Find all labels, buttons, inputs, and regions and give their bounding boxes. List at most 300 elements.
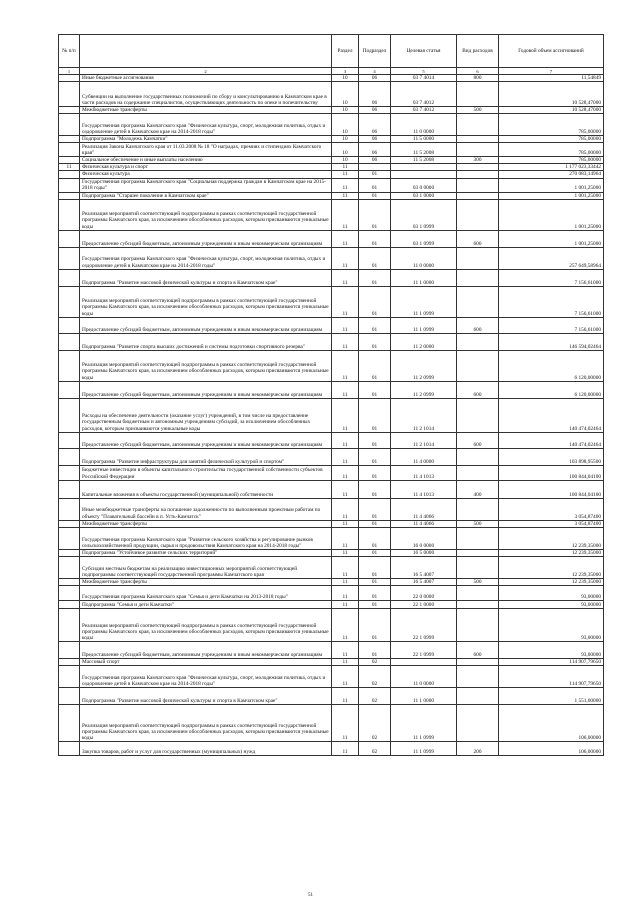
row-section-cell: 11 [332,247,359,269]
row-number-cell [59,350,80,381]
row-name-cell: Закупка товаров, работ и услуг для государственных (муниципальных) нужд [80,742,332,756]
row-target-cell: 11 1 0000 [391,688,457,705]
header-name [80,35,332,68]
row-amount-cell: 106,00000 [499,705,604,742]
row-section-cell: 11 [332,192,359,199]
row-section-cell: 11 [332,448,359,465]
row-exptype-cell [457,398,499,432]
row-amount-cell: 7 156,61000 [499,269,604,286]
row-section-cell: 11 [332,269,359,286]
row-exptype-cell [457,465,499,480]
row-subsection-cell: 01 [359,269,391,286]
row-section-cell: 11 [332,549,359,556]
row-name-cell: Бюджетные инвестиции в объекты капитального строительства государственной собственности субъектов Российской Федерации [80,465,332,480]
row-section-cell: 11 [332,600,359,608]
row-target-cell: 11 5 2008 [391,143,457,157]
row-number-cell [59,527,80,549]
row-exptype-cell [457,585,499,600]
row-subsection-cell: 06 [359,75,391,82]
table-row [59,578,604,585]
row-name-cell: Реализация мероприятий соответствующей подпрограммы в рамках соответствующей государственной программы Камчатского края, за исключением обособленных расходов, которым присваиваются уникальные коды [80,199,332,230]
row-target-cell: 03 1 0999 [391,199,457,230]
row-amount-cell: 3 054,87400 [499,498,604,520]
row-subsection-cell: 01 [359,398,391,432]
row-exptype-cell: 600 [457,230,499,247]
row-name-cell: Социальное обеспечение и иные выплаты населению [80,157,332,164]
row-exptype-cell [457,82,499,107]
table-row [59,143,604,157]
row-target-cell: 16 5 4007 [391,578,457,585]
row-name-cell: Физическая культура и спорт [80,164,332,171]
row-number-cell [59,82,80,107]
row-section-cell: 10 [332,114,359,136]
column-number-row [59,68,604,75]
row-amount-cell: 93,00000 [499,600,604,608]
table-row [59,520,604,527]
row-amount-cell: 140 474,02464 [499,432,604,448]
row-name-cell: Межбюджетные трансферты [80,107,332,114]
row-number-cell [59,157,80,164]
table-row [59,157,604,164]
row-target-cell: 11 4 0000 [391,448,457,465]
row-section-cell: 11 [332,658,359,665]
row-target-cell: 03 1 0000 [391,192,457,199]
row-name-cell: Государственная программа Камчатского края "Развитие сельского хозяйства и регулирование рынков сельскохозяйственной продукции, сырья и продовольствия Камчатского края на 2014-2018 годы" [80,527,332,549]
row-number-cell [59,114,80,136]
table-row [59,269,604,286]
table-row [59,705,604,742]
row-exptype-cell: 500 [457,578,499,585]
row-amount-cell: 1 001,25000 [499,199,604,230]
row-subsection-cell: 01 [359,199,391,230]
row-name-cell: Подпрограмма "Семья и дети Камчатки" [80,600,332,608]
row-name-cell: Реализация мероприятий соответствующей подпрограммы в рамках соответствующей государственной программы Камчатского края, за исключением обособленных расходов, которым присваиваются уникальные коды [80,705,332,742]
row-amount-cell: 785,00000 [499,157,604,164]
row-exptype-cell [457,333,499,350]
row-exptype-cell [457,350,499,381]
row-exptype-cell [457,199,499,230]
row-subsection-cell: 06 [359,136,391,143]
row-amount-cell: 7 156,61000 [499,286,604,317]
row-target-cell: 11 1 0999 [391,742,457,756]
row-name-cell: Реализация мероприятий соответствующей подпрограммы в рамках соответствующей государственной программы Камчатского края, за исключением обособленных расходов, которым присваиваются уникальные коды [80,608,332,641]
row-exptype-cell: 600 [457,432,499,448]
row-name-cell: Расходы на обеспечение деятельности (оказание услуг) учреждений, в том числе на предоставление государственным бюджетным и автономным учреждениям субсидий, за исключением обособленных расходов, которым присваиваются уникальные коды [80,398,332,432]
row-subsection-cell: 01 [359,448,391,465]
row-target-cell: 22 1 0999 [391,608,457,641]
colnum-cell: 3 [332,68,359,75]
row-exptype-cell [457,143,499,157]
row-subsection-cell: 02 [359,658,391,665]
row-section-cell: 11 [332,688,359,705]
row-exptype-cell [457,600,499,608]
colnum-cell: 4 [359,68,391,75]
row-exptype-cell: 200 [457,742,499,756]
row-name-cell: Реализация мероприятий соответствующей подпрограммы в рамках соответствующей государственной программы Камчатского края, за исключением обособленных расходов, которым присваиваются уникальные коды [80,286,332,317]
row-target-cell: 03 7 4014 [391,75,457,82]
row-number-cell [59,498,80,520]
budget-allocation-table [58,34,604,756]
table-row [59,549,604,556]
row-amount-cell: 1 001,25000 [499,192,604,199]
row-target-cell: 11 2 0000 [391,333,457,350]
row-subsection-cell: 02 [359,666,391,688]
row-amount-cell: 6 120,00000 [499,350,604,381]
row-amount-cell: 93,00000 [499,641,604,658]
row-target-cell: 03 1 0999 [391,230,457,247]
table-row [59,398,604,432]
row-subsection-cell: 01 [359,556,391,578]
row-amount-cell: 100 844,04100 [499,465,604,480]
row-exptype-cell: 300 [457,157,499,164]
row-section-cell: 11 [332,608,359,641]
row-number-cell [59,247,80,269]
row-section-cell: 11 [332,398,359,432]
row-amount-cell: 10 528,47000 [499,82,604,107]
table-row [59,600,604,608]
row-subsection-cell: 06 [359,107,391,114]
row-target-cell: 11 4 1013 [391,465,457,480]
row-amount-cell: 785,00000 [499,143,604,157]
row-number-cell [59,333,80,350]
row-section-cell: 10 [332,143,359,157]
header-num: № п/п [59,35,80,68]
row-exptype-cell: 600 [457,317,499,333]
row-exptype-cell [457,192,499,199]
row-name-cell: Субсидии местным бюджетам на реализацию инвестиционных мероприятий соответствующей подпрограммы соответствующей государственной программы Камчатского края [80,556,332,578]
table-row [59,317,604,333]
row-section-cell: 11 [332,199,359,230]
row-target-cell: 16 5 4007 [391,556,457,578]
row-target-cell: 11 5 0000 [391,136,457,143]
row-name-cell: Иные межбюджетные трансферты на погашение задолженности по выполненным проектным работам по объекту "Плавательный бассейн в п. Усть-Камчатск" [80,498,332,520]
row-subsection-cell: 01 [359,520,391,527]
row-number-cell [59,549,80,556]
row-target-cell: 16 5 0000 [391,549,457,556]
row-subsection-cell: 01 [359,230,391,247]
row-number-cell [59,585,80,600]
row-target-cell: 11 5 2008 [391,157,457,164]
row-target-cell: 22 1 0000 [391,600,457,608]
row-name-cell: Подпрограмма "Старшее поколение в Камчатском крае" [80,192,332,199]
row-target-cell: 11 4 4066 [391,520,457,527]
row-subsection-cell: 01 [359,192,391,199]
colnum-cell: 5 [391,68,457,75]
row-number-cell [59,448,80,465]
row-section-cell: 11 [332,178,359,192]
row-section-cell: 11 [332,350,359,381]
colnum-cell: 2 [80,68,332,75]
row-number-cell [59,465,80,480]
row-exptype-cell [457,688,499,705]
table-row [59,247,604,269]
row-subsection-cell: 06 [359,143,391,157]
row-name-cell: Государственная программа Камчатского края "Физическая культура, спорт, молодежная политика, отдых и оздоровление детей в Камчатском крае на 2014-2018 годы" [80,114,332,136]
row-section-cell: 11 [332,498,359,520]
row-amount-cell: 1 001,25000 [499,178,604,192]
row-subsection-cell: 01 [359,527,391,549]
table-row [59,688,604,705]
table-row [59,114,604,136]
row-number-cell [59,178,80,192]
row-subsection-cell: 01 [359,317,391,333]
row-target-cell: 11 2 0999 [391,381,457,398]
row-section-cell: 11 [332,230,359,247]
row-target-cell: 03 7 4012 [391,82,457,107]
row-target-cell [391,658,457,665]
row-subsection-cell: 01 [359,498,391,520]
row-section-cell: 11 [332,164,359,171]
row-subsection-cell: 01 [359,286,391,317]
row-number-cell [59,192,80,199]
row-exptype-cell [457,286,499,317]
table-row [59,658,604,665]
row-section-cell: 11 [332,317,359,333]
row-subsection-cell: 01 [359,641,391,658]
table-row [59,608,604,641]
header-amount: Годовой объем ассигнований [499,35,604,68]
row-section-cell: 11 [332,381,359,398]
row-amount-cell: 146 594,02464 [499,333,604,350]
row-number-cell [59,520,80,527]
row-target-cell [391,171,457,178]
row-target-cell: 11 0 0000 [391,114,457,136]
row-exptype-cell [457,136,499,143]
budget-table-sheet [58,34,603,756]
row-target-cell: 11 1 0000 [391,269,457,286]
row-subsection-cell: 01 [359,600,391,608]
colnum-cell: 1 [59,68,80,75]
row-number-cell [59,578,80,585]
colnum-cell: 6 [457,68,499,75]
row-name-cell: Предоставление субсидий бюджетным, автономным учреждениям и иным некоммерческим организациям [80,230,332,247]
table-row [59,82,604,107]
row-amount-cell: 93,00000 [499,608,604,641]
row-name-cell: Подпрограмма "Развитие инфраструктуры для занятий физической культурой и спортом" [80,448,332,465]
table-row [59,75,604,82]
row-amount-cell: 1 001,25000 [499,230,604,247]
row-amount-cell: 114 907,79650 [499,666,604,688]
row-section-cell: 10 [332,136,359,143]
row-subsection-cell: 01 [359,178,391,192]
row-number-cell [59,136,80,143]
page-number: 51 [308,893,313,898]
row-number-cell [59,171,80,178]
row-number-cell [59,480,80,498]
row-name-cell: Реализация мероприятий соответствующей подпрограммы в рамках соответствующей государственной программы Камчатского края, за исключением обособленных расходов, которым присваиваются уникальные коды [80,350,332,381]
row-exptype-cell [457,247,499,269]
table-row [59,448,604,465]
row-amount-cell: 12 239,35000 [499,527,604,549]
table-row [59,432,604,448]
row-subsection-cell: 02 [359,742,391,756]
row-subsection-cell: 01 [359,350,391,381]
row-target-cell: 03 7 4012 [391,107,457,114]
row-name-cell: Массовый спорт [80,658,332,665]
row-exptype-cell [457,178,499,192]
row-exptype-cell [457,666,499,688]
row-name-cell: Подпрограмма "Устойчивое развитие сельских территорий" [80,549,332,556]
row-name-cell: Реализация Закона Камчатского края от 11.03.2008 № 18 "О наградах, премиях и стипендиях Камчатского края" [80,143,332,157]
table-row [59,465,604,480]
row-amount-cell: 10 528,47000 [499,107,604,114]
table-row [59,498,604,520]
row-number-cell [59,742,80,756]
row-section-cell: 11 [332,641,359,658]
row-number-cell [59,666,80,688]
row-amount-cell: 6 120,00000 [499,381,604,398]
row-section-cell: 11 [332,742,359,756]
row-subsection-cell: 01 [359,465,391,480]
row-number-cell [59,199,80,230]
row-subsection-cell [359,164,391,171]
row-number-cell [59,381,80,398]
row-exptype-cell: 400 [457,480,499,498]
row-section-cell: 11 [332,480,359,498]
row-amount-cell: 93,00000 [499,585,604,600]
table-row [59,171,604,178]
row-number-cell [59,230,80,247]
row-exptype-cell [457,705,499,742]
row-number-cell [59,608,80,641]
row-name-cell: Межбюджетные трансферты [80,578,332,585]
row-name-cell: Капитальные вложения в объекты государственной (муниципальной) собственности [80,480,332,498]
row-name-cell: Подпрограмма "Развитие массовой физической культуры и спорта в Камчатском крае" [80,269,332,286]
row-name-cell: Предоставление субсидий бюджетным, автономным учреждениям и иным некоммерческим организациям [80,381,332,398]
row-name-cell: Предоставление субсидий бюджетным, автономным учреждениям и иным некоммерческим организациям [80,432,332,448]
row-subsection-cell: 06 [359,82,391,107]
colnum-cell: 7 [499,68,604,75]
row-subsection-cell: 01 [359,333,391,350]
row-target-cell: 11 1 0999 [391,705,457,742]
row-exptype-cell [457,448,499,465]
table-row [59,742,604,756]
row-exptype-cell [457,658,499,665]
row-section-cell: 11 [332,585,359,600]
row-target-cell [391,164,457,171]
table-row [59,585,604,600]
table-row [59,480,604,498]
row-number-cell [59,600,80,608]
row-amount-cell: 270 083,14964 [499,171,604,178]
row-name-cell: Иные бюджетные ассигнования [80,75,332,82]
row-section-cell: 11 [332,465,359,480]
table-row [59,350,604,381]
row-number-cell [59,107,80,114]
row-exptype-cell: 600 [457,641,499,658]
row-amount-cell: 785,00000 [499,136,604,143]
row-target-cell: 11 4 1013 [391,480,457,498]
row-number-cell [59,75,80,82]
table-row [59,527,604,549]
row-section-cell: 11 [332,286,359,317]
row-subsection-cell: 06 [359,114,391,136]
table-body [59,75,604,756]
row-amount-cell: 12 239,35000 [499,549,604,556]
header-exptype: Вид расходов [457,35,499,68]
row-number-cell [59,432,80,448]
table-row [59,164,604,171]
row-section-cell: 11 [332,333,359,350]
row-section-cell: 11 [332,666,359,688]
row-section-cell: 10 [332,157,359,164]
row-target-cell: 11 1 0999 [391,286,457,317]
row-amount-cell: 12 239,35000 [499,578,604,585]
row-subsection-cell: 02 [359,688,391,705]
row-exptype-cell [457,171,499,178]
header-subsection: Подраздел [359,35,391,68]
row-section-cell: 11 [332,705,359,742]
row-number-cell: 11 [59,164,80,171]
row-amount-cell: 114 907,79650 [499,658,604,665]
row-name-cell: Предоставление субсидий бюджетным, автономным учреждениям и иным некоммерческим организациям [80,317,332,333]
row-name-cell: Государственная программа Камчатского края "Семья и дети Камчатки на 2013-2018 годы" [80,585,332,600]
row-subsection-cell: 01 [359,171,391,178]
row-number-cell [59,286,80,317]
row-section-cell: 10 [332,82,359,107]
row-subsection-cell: 01 [359,432,391,448]
table-row [59,192,604,199]
row-amount-cell: 103 898,95500 [499,448,604,465]
table-row [59,136,604,143]
row-target-cell: 11 2 1014 [391,398,457,432]
row-amount-cell: 140 474,02464 [499,398,604,432]
table-row [59,666,604,688]
table-row [59,556,604,578]
table-row [59,641,604,658]
row-subsection-cell: 01 [359,381,391,398]
table-header-row [59,35,604,68]
row-number-cell [59,269,80,286]
row-number-cell [59,398,80,432]
row-section-cell: 11 [332,578,359,585]
row-exptype-cell [457,608,499,641]
row-amount-cell: 106,00000 [499,742,604,756]
row-exptype-cell [457,114,499,136]
row-amount-cell: 7 156,61000 [499,317,604,333]
row-exptype-cell [457,556,499,578]
row-number-cell [59,317,80,333]
row-exptype-cell: 800 [457,75,499,82]
header-target: Целевая статья [391,35,457,68]
row-name-cell: Субвенции на выполнение государственных полномочий по сбору и консультированию в Камчатском крае в части расходов на содержание специалистов, осуществляющих деятельность по опеке и попечительству [80,82,332,107]
row-exptype-cell [457,269,499,286]
table-row [59,286,604,317]
row-exptype-cell: 500 [457,107,499,114]
row-section-cell: 11 [332,527,359,549]
row-subsection-cell: 01 [359,608,391,641]
row-section-cell: 10 [332,75,359,82]
row-name-cell: Предоставление субсидий бюджетным, автономным учреждениям и иным некоммерческим организациям [80,641,332,658]
row-target-cell: 03 0 0000 [391,178,457,192]
row-section-cell: 11 [332,171,359,178]
table-row [59,178,604,192]
row-amount-cell: 3 054,87400 [499,520,604,527]
row-section-cell: 11 [332,520,359,527]
row-exptype-cell [457,527,499,549]
row-section-cell: 11 [332,556,359,578]
row-target-cell: 11 0 0000 [391,666,457,688]
row-number-cell [59,143,80,157]
row-subsection-cell: 06 [359,157,391,164]
row-exptype-cell [457,164,499,171]
row-subsection-cell: 01 [359,578,391,585]
row-subsection-cell: 01 [359,585,391,600]
table-row [59,333,604,350]
table-row [59,107,604,114]
row-number-cell [59,705,80,742]
row-amount-cell: 1 177 023,33442 [499,164,604,171]
